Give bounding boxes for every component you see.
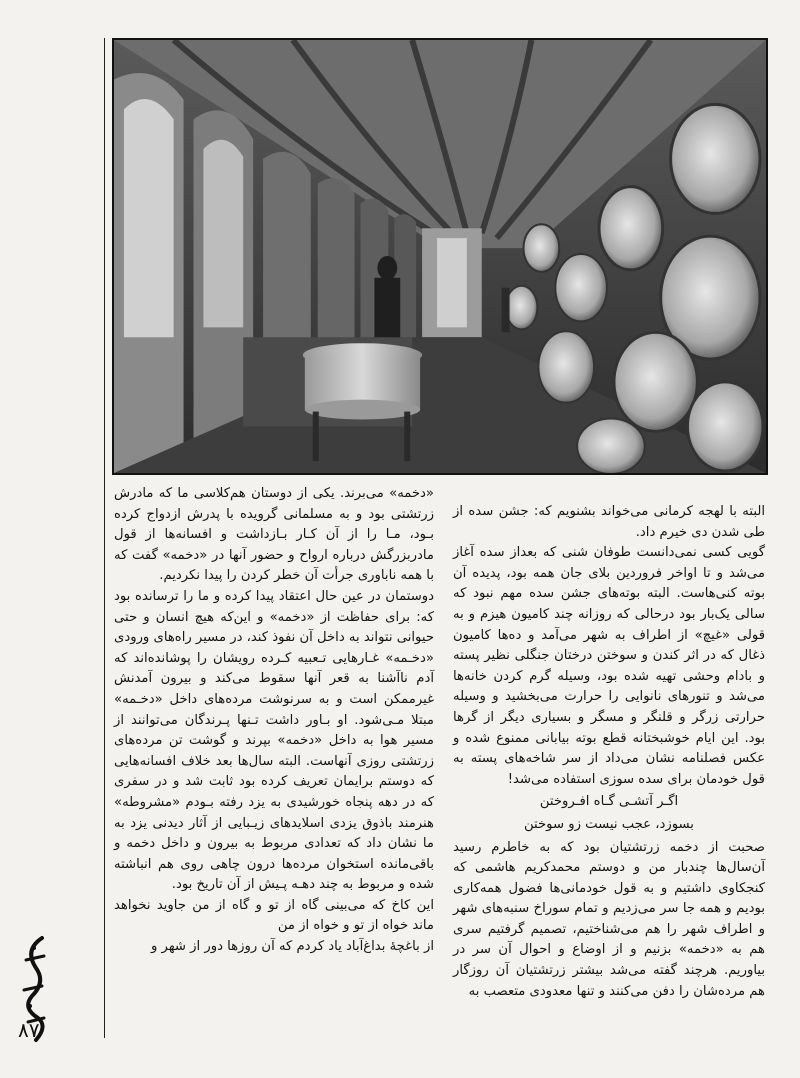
kerman-calligraphy-icon [14,930,54,1070]
bazaar-photo [112,38,768,475]
poem-line: بسوزد، عجب نیست زو سوختن [524,816,694,832]
paragraph: گویی کسی نمی‌دانست طوفان شنی که بعداز سده آغاز می‌شد و تا اواخر فروردین بلای جان همه بود، پدیده آن بوته کنی‌هاست. البته بوته‌های جشن سده مهم نبود که سالی یک‌بار بود درحالی که روزانه چند کامیون هیزم و به قولی «غیچ» از اطراف به شهر می‌آمد و ده‌ها کامیون ذغال که در اثر کندن و سوختن درختان جنگلی نظیر پسته و بادام وحشی تهیه شده بود، وسیله گرم کردن خانه‌ها می‌شد و تنورهای نانوایی را حرارت می‌بخشید و وسیله حرارتی زرگر و قلنگر و مسگر و بسیاری دیگر از گرها بود. این ایام خوشبختانه قطع بوته بیابانی ممنوع شده و عکس فصلنامه نشان می‌داد از سر شاخه‌های پسته به قول خودمان برای سده سوزی استفاده می‌شد! [453,545,765,787]
paragraph: «دخمه» می‌برند. یکی از دوستان هم‌کلاسی ما که مادرش زرتشتی بود و به مسلمانی گرویده با پدرش ازدواج کرده بـود، مـا را از آن کـار بـازداشت و افسانه‌ها از قول مادربزرگش درباره ارواح و حضور آنها در «دخمه» گفت که با همه ناباوری جرأت آن خطر کردن را پیدا نکردیم. [114,486,434,584]
right-text-column [453,502,765,1002]
kerman-brand-logo [14,930,54,1070]
poem-line: اگـر آتشـی گـاه افـروختن [539,794,679,810]
bazaar-photo-drawing [114,40,766,473]
column-margin-rule [104,38,105,1038]
paragraph: دوستمان در عین حال اعتقاد پیدا کرده و ما را ترسانده بود که: برای حفاظت از «دخمه» و این‌که هیچ انسان و حتی حیوانی نتواند به داخل آن نفوذ کند، در مسیر راه‌های ورودی «دخـمه» غـارهایی تـعبیه کـرده رویشان را پوشانده‌اند که آدم ناآشنا به قعر آنها سقوط می‌کند و بیرون آمدنش غیرممکن است و به سرنوشت مرده‌های داخل «دخـمه» مبتلا مـی‌شود. او بـاور داشت تـنها پـرندگان می‌توانند از مسیر هوا به داخل «دخمه» بپرند و گوشت تن مرده‌های زرتشتی روزی آنهاست. البته سال‌ها بعد خلاف افسانه‌هایی که دوستم برایمان تعریف کرده بود ثابت شد و در سفری که در دهه پنجاه خورشیدی به یزد رفته بـودم «مشروطه» هنرمند باذوق یزدی اسلایدهای زیـبایی از آثار دیدنی یزد به ما نشان داد که تعدادی مربوط به بیرون و داخل دخمه و باقی‌مانده استخوان مرده‌ها درون چاهی روی هم انباشته شده و مربوط به چند دهـه پـیش از آن تاریخ بود. [114,588,434,893]
paragraph: صحبت از دخمه زرتشتیان بود که به خاطرم رسید آن‌سال‌ها چندبار من و دوستم محمدکریم هاشمی که کنجکاوی داشتیم و به قول خودمانی‌ها فضول همه‌کاری بودیم و همه جا سر می‌زدیم و تمام سوراخ سنبه‌های شهر و اطراف شهر را هم می‌شناختیم، تصمیم گرفتیم سری هم به «دخمه» بزنیم و از اوضاع و احوال آن سر در بیاوریم. هرچند گفته می‌شد بیشتر زرتشتیان آن روزگار هم مرده‌شان را دفن می‌کنند و تنها معدودی متعصب به [453,839,765,999]
paragraph: از باغچهٔ بداغ‌آباد یاد کردم که آن روزها دور از شهر و [150,939,434,955]
paragraph: البته با لهجه کرمانی می‌خواند بشنویم که: جشن سده از طی شدن دی خیرم داد. [453,504,765,540]
left-text-column [114,484,434,958]
page-number: ۸۷ [18,1018,40,1042]
poem-line: این کاخ که می‌بینی گاه از تو و گاه از من جاوید نخواهد ماند خواه از تو و خواه از من [114,897,434,934]
